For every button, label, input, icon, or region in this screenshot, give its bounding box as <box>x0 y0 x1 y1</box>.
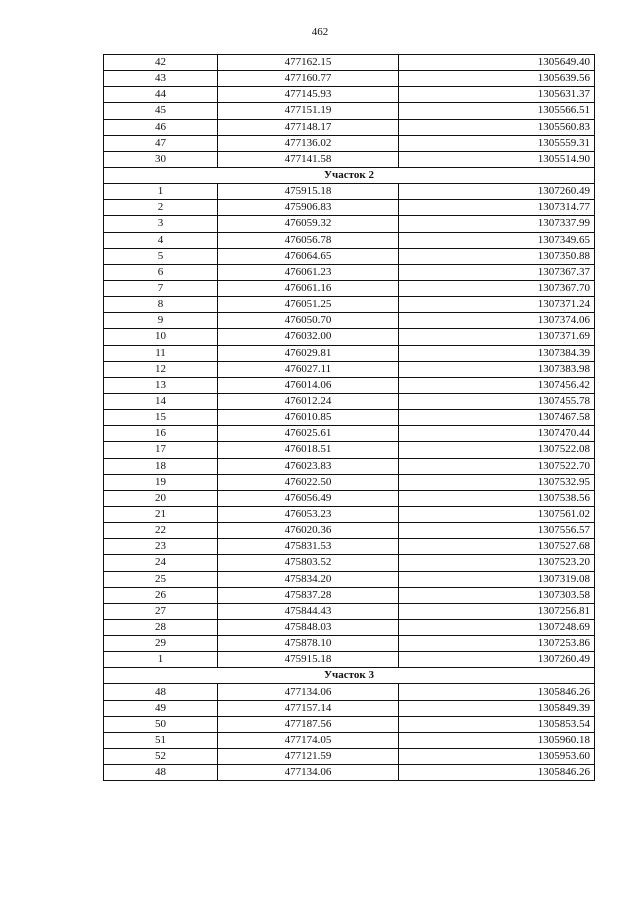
x-coordinate-cell: 476018.51 <box>218 442 399 458</box>
point-number-cell: 50 <box>104 716 218 732</box>
table-row <box>104 87 595 103</box>
y-coordinate-cell: 1307260.49 <box>399 184 595 200</box>
y-coordinate-cell: 1307561.02 <box>399 506 595 522</box>
page-number: 462 <box>311 26 329 38</box>
point-number-cell: 1 <box>104 652 218 668</box>
table-row <box>104 103 595 119</box>
y-coordinate-cell: 1307303.58 <box>399 587 595 603</box>
x-coordinate-cell: 476059.32 <box>218 216 399 232</box>
table-row <box>104 652 595 668</box>
y-coordinate-cell: 1305849.39 <box>399 700 595 716</box>
x-coordinate-cell: 477145.93 <box>218 87 399 103</box>
y-coordinate-cell: 1305560.83 <box>399 119 595 135</box>
x-coordinate-cell: 476064.65 <box>218 248 399 264</box>
y-coordinate-cell: 1307523.20 <box>399 555 595 571</box>
x-coordinate-cell: 476025.61 <box>218 426 399 442</box>
y-coordinate-cell: 1307455.78 <box>399 393 595 409</box>
point-number-cell: 29 <box>104 636 218 652</box>
section-header-row <box>104 668 595 684</box>
y-coordinate-cell: 1307260.49 <box>399 652 595 668</box>
x-coordinate-cell: 477141.58 <box>218 151 399 167</box>
y-coordinate-cell: 1307532.95 <box>399 474 595 490</box>
table-row <box>104 184 595 200</box>
x-coordinate-cell: 476056.78 <box>218 232 399 248</box>
y-coordinate-cell: 1305649.40 <box>399 55 595 71</box>
y-coordinate-cell: 1305639.56 <box>399 71 595 87</box>
y-coordinate-cell: 1305514.90 <box>399 151 595 167</box>
table-row <box>104 377 595 393</box>
point-number-cell: 25 <box>104 571 218 587</box>
table-row <box>104 555 595 571</box>
point-number-cell: 6 <box>104 264 218 280</box>
x-coordinate-cell: 476051.25 <box>218 297 399 313</box>
y-coordinate-cell: 1307350.88 <box>399 248 595 264</box>
table-row <box>104 151 595 167</box>
y-coordinate-cell: 1307467.58 <box>399 410 595 426</box>
table-row <box>104 248 595 264</box>
x-coordinate-cell: 477174.05 <box>218 732 399 748</box>
table-row <box>104 361 595 377</box>
point-number-cell: 30 <box>104 151 218 167</box>
y-coordinate-cell: 1307538.56 <box>399 490 595 506</box>
x-coordinate-cell: 476050.70 <box>218 313 399 329</box>
x-coordinate-cell: 475848.03 <box>218 619 399 635</box>
table-row <box>104 232 595 248</box>
table-row <box>104 135 595 151</box>
x-coordinate-cell: 477136.02 <box>218 135 399 151</box>
y-coordinate-cell: 1307556.57 <box>399 523 595 539</box>
x-coordinate-cell: 477134.06 <box>218 684 399 700</box>
table-row <box>104 716 595 732</box>
x-coordinate-cell: 477160.77 <box>218 71 399 87</box>
x-coordinate-cell: 476056.49 <box>218 490 399 506</box>
x-coordinate-cell: 476020.36 <box>218 523 399 539</box>
point-number-cell: 12 <box>104 361 218 377</box>
point-number-cell: 42 <box>104 55 218 71</box>
y-coordinate-cell: 1307383.98 <box>399 361 595 377</box>
table-row <box>104 280 595 296</box>
point-number-cell: 43 <box>104 71 218 87</box>
table-row <box>104 700 595 716</box>
table-row <box>104 297 595 313</box>
table-row <box>104 200 595 216</box>
y-coordinate-cell: 1305960.18 <box>399 732 595 748</box>
x-coordinate-cell: 476012.24 <box>218 393 399 409</box>
point-number-cell: 49 <box>104 700 218 716</box>
x-coordinate-cell: 476014.06 <box>218 377 399 393</box>
y-coordinate-cell: 1305631.37 <box>399 87 595 103</box>
x-coordinate-cell: 476061.16 <box>218 280 399 296</box>
table-row <box>104 119 595 135</box>
table-row <box>104 732 595 748</box>
x-coordinate-cell: 475878.10 <box>218 636 399 652</box>
x-coordinate-cell: 477151.19 <box>218 103 399 119</box>
point-number-cell: 51 <box>104 732 218 748</box>
coordinates-table-body <box>104 55 595 781</box>
point-number-cell: 22 <box>104 523 218 539</box>
point-number-cell: 48 <box>104 684 218 700</box>
x-coordinate-cell: 477157.14 <box>218 700 399 716</box>
point-number-cell: 45 <box>104 103 218 119</box>
point-number-cell: 28 <box>104 619 218 635</box>
point-number-cell: 4 <box>104 232 218 248</box>
point-number-cell: 7 <box>104 280 218 296</box>
x-coordinate-cell: 476010.85 <box>218 410 399 426</box>
point-number-cell: 24 <box>104 555 218 571</box>
table-row <box>104 71 595 87</box>
table-row <box>104 329 595 345</box>
y-coordinate-cell: 1307253.86 <box>399 636 595 652</box>
point-number-cell: 46 <box>104 119 218 135</box>
table-row <box>104 393 595 409</box>
point-number-cell: 3 <box>104 216 218 232</box>
point-number-cell: 2 <box>104 200 218 216</box>
table-row <box>104 619 595 635</box>
x-coordinate-cell: 476023.83 <box>218 458 399 474</box>
x-coordinate-cell: 475837.28 <box>218 587 399 603</box>
x-coordinate-cell: 475803.52 <box>218 555 399 571</box>
y-coordinate-cell: 1307256.81 <box>399 603 595 619</box>
section-header-row <box>104 167 595 183</box>
point-number-cell: 20 <box>104 490 218 506</box>
x-coordinate-cell: 475844.43 <box>218 603 399 619</box>
y-coordinate-cell: 1305559.31 <box>399 135 595 151</box>
y-coordinate-cell: 1305953.60 <box>399 749 595 765</box>
point-number-cell: 26 <box>104 587 218 603</box>
table-row <box>104 765 595 781</box>
table-row <box>104 523 595 539</box>
x-coordinate-cell: 476061.23 <box>218 264 399 280</box>
section-title: Участок 2 <box>104 167 595 183</box>
y-coordinate-cell: 1307522.08 <box>399 442 595 458</box>
y-coordinate-cell: 1307349.65 <box>399 232 595 248</box>
y-coordinate-cell: 1307314.77 <box>399 200 595 216</box>
table-row <box>104 474 595 490</box>
table-row <box>104 603 595 619</box>
y-coordinate-cell: 1307367.37 <box>399 264 595 280</box>
table-row <box>104 587 595 603</box>
y-coordinate-cell: 1305566.51 <box>399 103 595 119</box>
table-row <box>104 539 595 555</box>
point-number-cell: 11 <box>104 345 218 361</box>
table-row <box>104 506 595 522</box>
table-row <box>104 749 595 765</box>
x-coordinate-cell: 477148.17 <box>218 119 399 135</box>
table-row <box>104 55 595 71</box>
x-coordinate-cell: 477187.56 <box>218 716 399 732</box>
y-coordinate-cell: 1307367.70 <box>399 280 595 296</box>
table-row <box>104 684 595 700</box>
y-coordinate-cell: 1305846.26 <box>399 765 595 781</box>
x-coordinate-cell: 477121.59 <box>218 749 399 765</box>
point-number-cell: 44 <box>104 87 218 103</box>
y-coordinate-cell: 1305846.26 <box>399 684 595 700</box>
point-number-cell: 5 <box>104 248 218 264</box>
x-coordinate-cell: 475906.83 <box>218 200 399 216</box>
y-coordinate-cell: 1307248.69 <box>399 619 595 635</box>
x-coordinate-cell: 477162.15 <box>218 55 399 71</box>
y-coordinate-cell: 1307319.08 <box>399 571 595 587</box>
point-number-cell: 13 <box>104 377 218 393</box>
coordinates-table <box>103 54 595 781</box>
table-row <box>104 571 595 587</box>
x-coordinate-cell: 475831.53 <box>218 539 399 555</box>
point-number-cell: 47 <box>104 135 218 151</box>
x-coordinate-cell: 476027.11 <box>218 361 399 377</box>
point-number-cell: 27 <box>104 603 218 619</box>
point-number-cell: 15 <box>104 410 218 426</box>
table-row <box>104 345 595 361</box>
y-coordinate-cell: 1307470.44 <box>399 426 595 442</box>
point-number-cell: 1 <box>104 184 218 200</box>
point-number-cell: 10 <box>104 329 218 345</box>
point-number-cell: 23 <box>104 539 218 555</box>
point-number-cell: 9 <box>104 313 218 329</box>
x-coordinate-cell: 475915.18 <box>218 184 399 200</box>
y-coordinate-cell: 1307522.70 <box>399 458 595 474</box>
y-coordinate-cell: 1307337.99 <box>399 216 595 232</box>
table-row <box>104 442 595 458</box>
table-row <box>104 490 595 506</box>
point-number-cell: 8 <box>104 297 218 313</box>
point-number-cell: 18 <box>104 458 218 474</box>
table-row <box>104 264 595 280</box>
y-coordinate-cell: 1307371.24 <box>399 297 595 313</box>
x-coordinate-cell: 476029.81 <box>218 345 399 361</box>
point-number-cell: 21 <box>104 506 218 522</box>
y-coordinate-cell: 1307374.06 <box>399 313 595 329</box>
y-coordinate-cell: 1307456.42 <box>399 377 595 393</box>
section-title: Участок 3 <box>104 668 595 684</box>
table-row <box>104 458 595 474</box>
point-number-cell: 19 <box>104 474 218 490</box>
table-row <box>104 410 595 426</box>
x-coordinate-cell: 475915.18 <box>218 652 399 668</box>
x-coordinate-cell: 477134.06 <box>218 765 399 781</box>
table-row <box>104 636 595 652</box>
table-row <box>104 313 595 329</box>
y-coordinate-cell: 1305853.54 <box>399 716 595 732</box>
x-coordinate-cell: 475834.20 <box>218 571 399 587</box>
x-coordinate-cell: 476053.23 <box>218 506 399 522</box>
x-coordinate-cell: 476022.50 <box>218 474 399 490</box>
point-number-cell: 48 <box>104 765 218 781</box>
table-row <box>104 426 595 442</box>
x-coordinate-cell: 476032.00 <box>218 329 399 345</box>
point-number-cell: 52 <box>104 749 218 765</box>
y-coordinate-cell: 1307371.69 <box>399 329 595 345</box>
point-number-cell: 14 <box>104 393 218 409</box>
point-number-cell: 16 <box>104 426 218 442</box>
y-coordinate-cell: 1307384.39 <box>399 345 595 361</box>
y-coordinate-cell: 1307527.68 <box>399 539 595 555</box>
table-row <box>104 216 595 232</box>
point-number-cell: 17 <box>104 442 218 458</box>
